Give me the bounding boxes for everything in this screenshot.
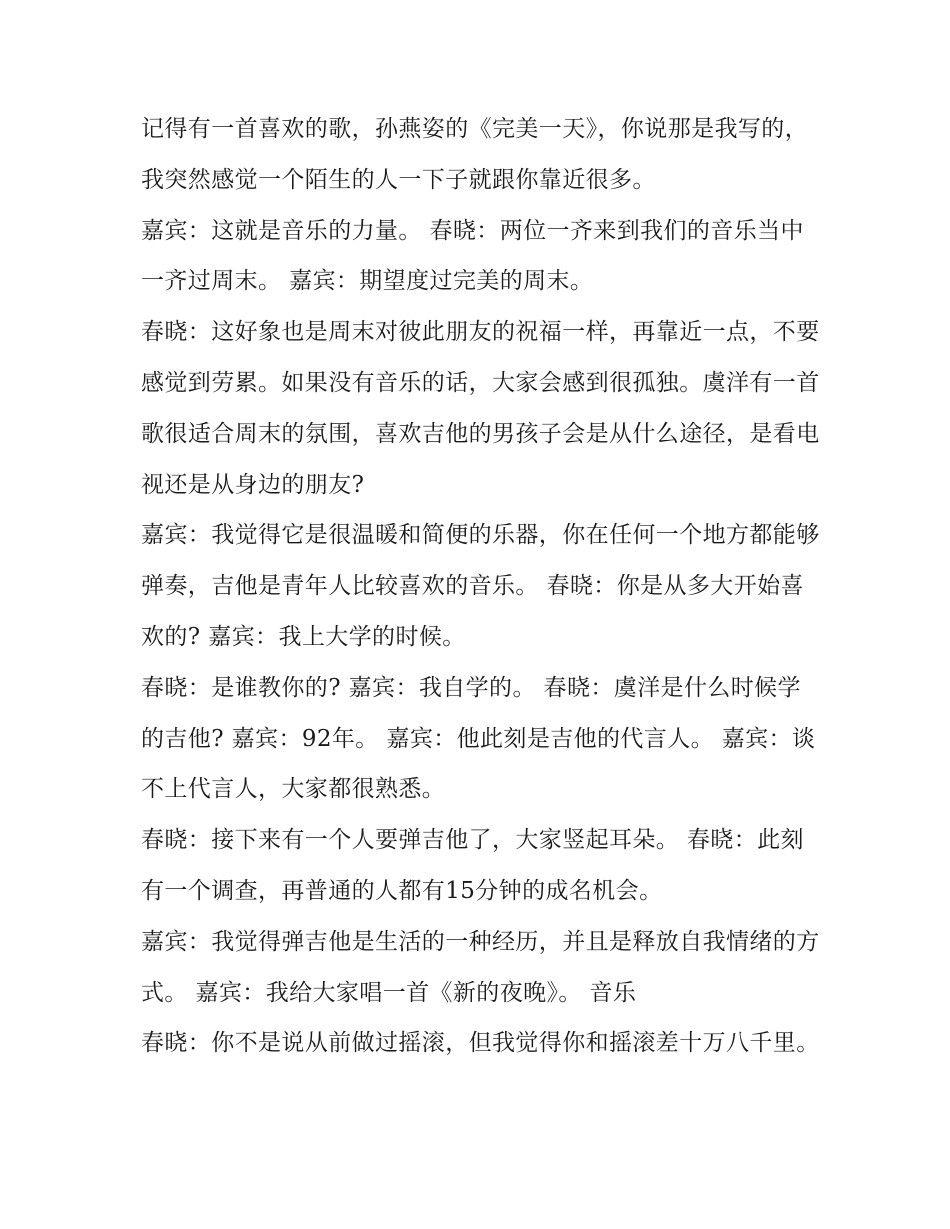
paragraph-1: 记得有一首喜欢的歌，孙燕姿的《完美一天》，你说那是我写的，我突然感觉一个陌生的人一下子就跟你靠近很多。	[141, 116, 809, 193]
paragraph-5: 春晓：是谁教你的? 嘉宾：我自学的。 春晓：虞洋是什么时候学的吉他? 嘉宾：92年。 嘉宾：他此刻是吉他的代言人。 嘉宾：谈不上代言人，大家都很熟悉。	[141, 674, 816, 803]
paragraph-8: 春晓：你不是说从前做过摇滚，但我觉得你和摇滚差十万八千里。	[141, 1030, 820, 1057]
paragraph-2: 嘉宾：这就是音乐的力量。 春晓：两位一齐来到我们的音乐当中一齐过周末。 嘉宾：期望度过完美的周末。	[141, 217, 804, 295]
paragraph-3: 春晓：这好象也是周末对彼此朋友的祝福一样，再靠近一点，不要感觉到劳累。如果没有音乐的话，大家会感到很孤独。虞洋有一首歌很适合周末的氛围，喜欢吉他的男孩子会是从什么途径，是看电视还是从身边的朋友?	[141, 319, 820, 498]
paragraph-4: 嘉宾：我觉得它是很温暖和简便的乐器，你在任何一个地方都能够弹奏，吉他是青年人比较喜欢的音乐。 春晓：你是从多大开始喜欢的? 嘉宾：我上大学的时候。	[141, 522, 820, 650]
paragraph-7: 嘉宾：我觉得弹吉他是生活的一种经历，并且是释放自我情绪的方式。 嘉宾：我给大家唱一首《新的夜晚》。 音乐	[141, 928, 820, 1006]
document-body	[141, 104, 821, 1069]
paragraph-6: 春晓：接下来有一个人要弹吉他了，大家竖起耳朵。 春晓：此刻有一个调查，再普通的人都有15分钟的成名机会。	[141, 827, 804, 904]
